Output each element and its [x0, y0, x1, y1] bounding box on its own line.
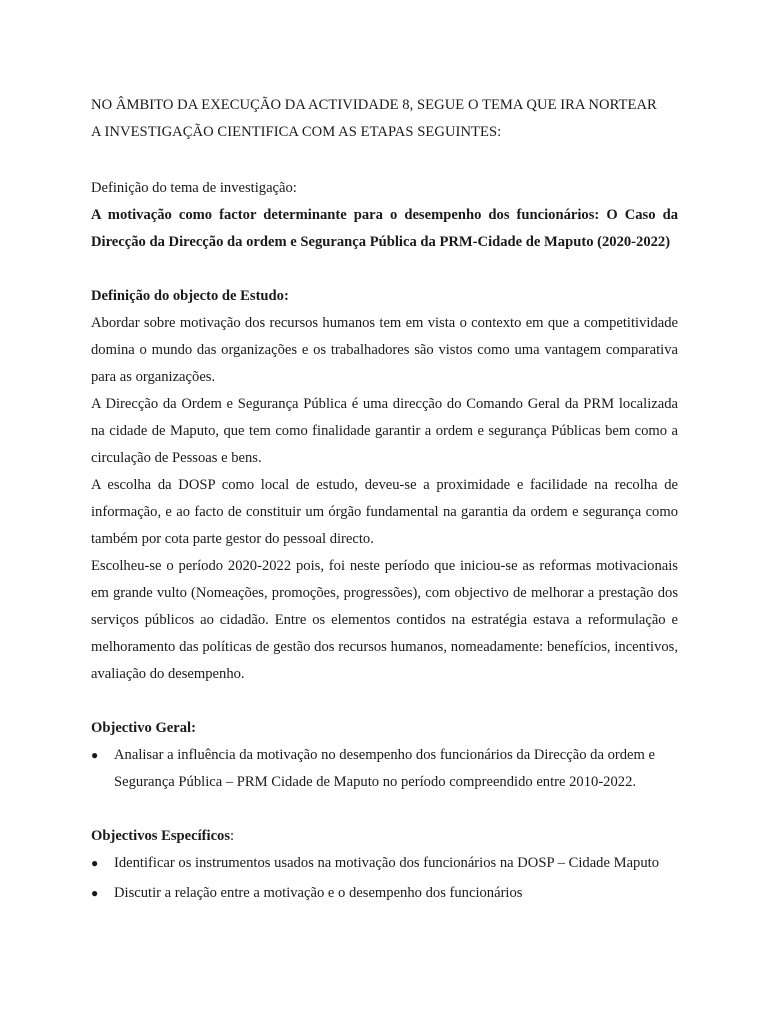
list-item	[91, 850, 678, 877]
objecto-paragraph: Abordar sobre motivação dos recursos humanos tem em vista o contexto em que a competitividade domina o mundo das organizações e os trabalhadores são vistos como uma vantagem comparativa para as organizações.	[91, 315, 678, 385]
tema-section	[91, 175, 678, 256]
objectivo-geral-list	[91, 742, 678, 796]
bullet-icon: ●	[91, 748, 99, 762]
tema-title: A motivação como factor determinante para o desempenho dos funcionários: O Caso da Direcção da Direcção da ordem e Segurança Pública da PRM-Cidade de Maputo (2020-2022)	[91, 207, 678, 250]
bullet-icon: ●	[91, 856, 99, 870]
objecto-paragraph: A Direcção da Ordem e Segurança Pública é uma direcção do Comando Geral da PRM localizada na cidade de Maputo, que tem como finalidade garantir a ordem e segurança Públicas bem como a circulação de Pessoas e bens.	[91, 396, 678, 466]
objectivo-geral-heading: Objectivo Geral:	[91, 720, 196, 736]
list-item-text: Discutir a relação entre a motivação e o desempenho dos funcionários	[114, 885, 523, 901]
objecto-paragraph: A escolha da DOSP como local de estudo, deveu-se a proximidade e facilidade na recolha de informação, e ao facto de constituir um órgão fundamental na garantia da ordem e segurança como também por cota parte gestor do pessoal directo.	[91, 477, 678, 547]
intro-line-2: A INVESTIGAÇÃO CIENTIFICA COM AS ETAPAS SEGUINTES:	[91, 124, 502, 140]
objectivos-especificos-section	[91, 823, 678, 907]
bullet-icon: ●	[91, 886, 99, 900]
objecto-paragraph: Escolheu-se o período 2020-2022 pois, foi neste período que iniciou-se as reformas motivacionais em grande vulto (Nomeações, promoções, progressões), com objectivo de melhorar a prestação dos serviços públicos ao cidadão. Entre os elementos contidos na estratégia estava a reformulação e melhoramento das políticas de gestão dos recursos humanos, nomeadamente: benefícios, incentivos, avaliação do desempenho.	[91, 558, 678, 682]
objecto-heading: Definição do objecto de Estudo:	[91, 288, 289, 304]
list-item-text: Analisar a influência da motivação no desempenho dos funcionários da Direcção da ordem e Segurança Pública – PRM Cidade de Maputo no período compreendido entre 2010-2022.	[114, 747, 655, 790]
document-page	[91, 92, 678, 907]
objectivos-especificos-heading: Objectivos Específicos	[91, 828, 231, 844]
intro-heading	[91, 92, 678, 146]
objectivos-especificos-heading-line	[91, 823, 678, 850]
heading-colon: :	[230, 828, 235, 844]
list-item	[91, 742, 678, 796]
tema-label: Definição do tema de investigação:	[91, 180, 297, 196]
objecto-section	[91, 283, 678, 688]
list-item-text: Identificar os instrumentos usados na motivação dos funcionários na DOSP – Cidade Maputo	[114, 855, 660, 871]
objectivo-geral-section	[91, 715, 678, 796]
intro-line-1: NO ÂMBITO DA EXECUÇÃO DA ACTIVIDADE 8, SEGUE O TEMA QUE IRA NORTEAR	[91, 97, 657, 113]
list-item	[91, 880, 678, 907]
objectivos-especificos-list	[91, 850, 678, 907]
